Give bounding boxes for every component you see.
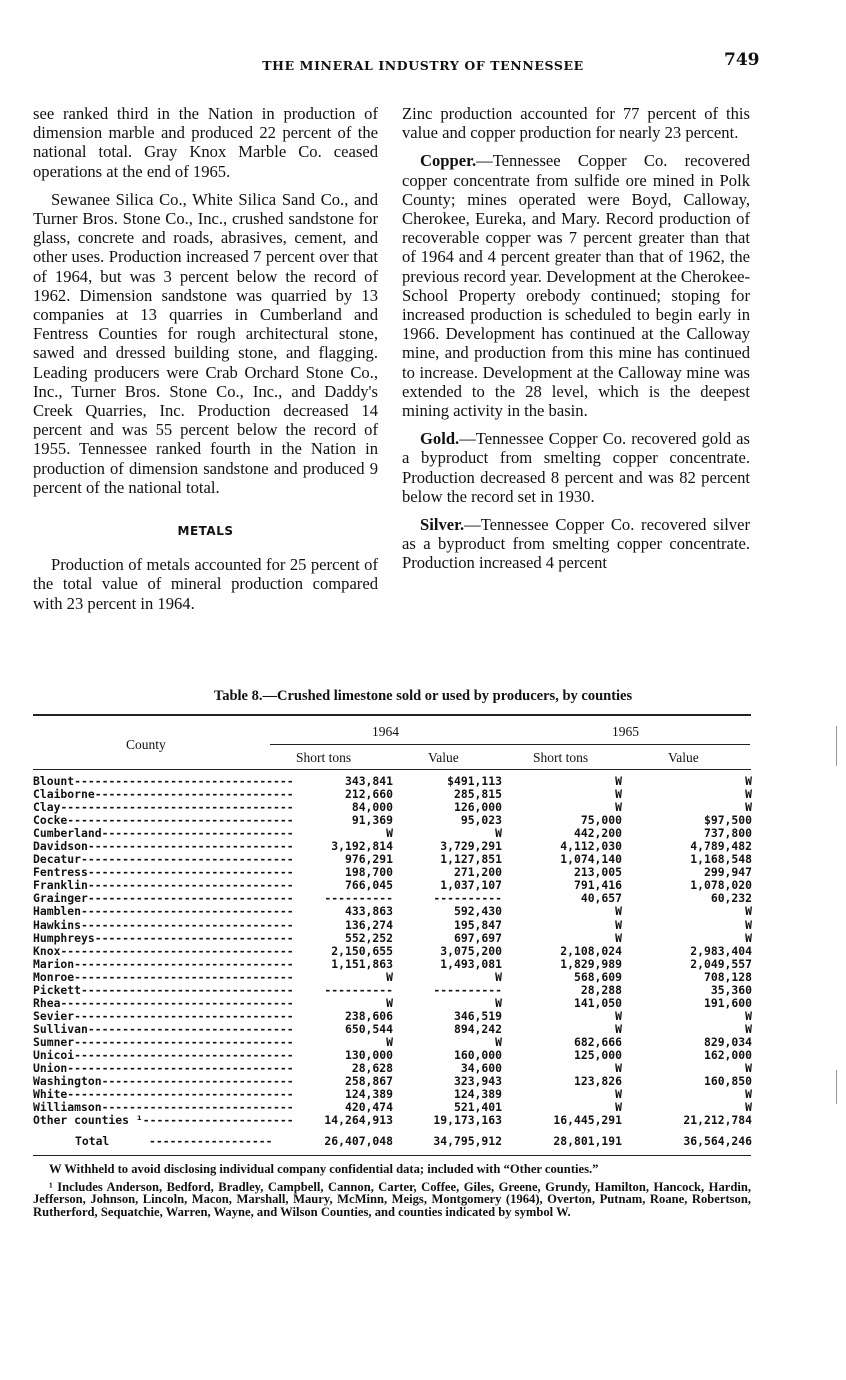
section-heading-metals: METALS <box>177 524 234 539</box>
copper-paragraph <box>402 151 750 420</box>
leader-dots: --------------------------------- <box>67 1087 294 1102</box>
leader-dots: ------------------------------- <box>81 904 294 919</box>
tons-1965: 141,050 <box>573 995 622 1010</box>
gold-run-in-head: Gold. <box>420 429 460 449</box>
leader-dots: --------------------------------- <box>67 1061 294 1076</box>
silver-text: —Tennessee Copper Co. recovered silver as a byproduct from smelting copper concentrate. Production increased 4 percent <box>402 515 750 573</box>
table-top-rule <box>33 714 751 716</box>
tons-1964: 84,000 <box>351 800 393 815</box>
header-county: County <box>126 737 166 752</box>
county-name: Monroe <box>33 969 75 984</box>
value-1964: 323,943 <box>453 1074 502 1089</box>
total-tons-1964: 26,407,048 <box>324 1134 393 1148</box>
value-1965: 299,947 <box>703 865 752 880</box>
tons-1965: 4,112,030 <box>560 839 622 854</box>
county-name: Other counties ¹ <box>33 1113 143 1128</box>
value-1964: 894,242 <box>453 1021 502 1036</box>
gold-paragraph <box>402 429 750 506</box>
county-name: Rhea <box>33 995 61 1010</box>
left-paragraph-2: Sewanee Silica Co., White Silica Sand Co., and Turner Bros. Stone Co., Inc., crushed sandstone for glass, concrete and roads, abrasives, cement, and other uses. Production increased 7 percent over that of 1964, but was 3 percent below the record of 1962. Dimension sandstone was quarried by 13 companies at 13 quarries in Cumberland and Fentress Counties for rough architectural stone, sawed and dressed building stone, and flagging. Leading producers were Crab Orchard Stone Co., Inc., Turner Bros. Stone Co., Inc., and Daddy's Creek Quarries, Inc. Production decreased 14 percent and was 55 percent below the record of 1955. Tennessee ranked fourth in the Nation in production of dimension sandstone and produced 9 percent of the national total. <box>33 189 378 497</box>
county-name: Decatur <box>33 852 82 867</box>
tons-1964: W <box>386 969 393 984</box>
county-name: White <box>33 1087 68 1102</box>
leader-dots: ---------------------------------- <box>60 800 294 815</box>
table-row <box>33 1023 753 1036</box>
value-1965: 35,360 <box>710 982 752 997</box>
leader-dots: ---------------------------------- <box>60 943 294 958</box>
tons-1964: 343,841 <box>344 774 393 788</box>
value-1964: 34,600 <box>460 1061 502 1076</box>
tons-1964: 2,150,655 <box>331 943 393 958</box>
leader-dots: ------------------------------ <box>87 839 294 854</box>
value-1965: W <box>745 1087 752 1102</box>
county-name: Blount <box>33 774 75 788</box>
value-1965: 1,078,020 <box>690 878 752 893</box>
tons-1964: 1,151,863 <box>331 956 393 971</box>
table-row <box>33 984 753 997</box>
tons-1965: W <box>615 1100 622 1115</box>
tons-1965: W <box>615 787 622 802</box>
tons-1965: W <box>615 1008 622 1023</box>
tons-1964: 420,474 <box>344 1100 393 1115</box>
total-label: Total <box>75 1134 110 1148</box>
left-column <box>33 104 378 613</box>
leader-dots: -------------------------------- <box>74 1008 294 1023</box>
value-1965: W <box>745 1021 752 1036</box>
total-tons-1965: 28,801,191 <box>553 1134 622 1148</box>
silver-paragraph <box>402 515 750 573</box>
tons-1965: 28,288 <box>580 982 622 997</box>
value-1965: W <box>745 1061 752 1076</box>
tons-1965: W <box>615 774 622 788</box>
tons-1964: 212,660 <box>344 787 393 802</box>
value-1964: 592,430 <box>453 904 502 919</box>
table-caption: Table 8.—Crushed limestone sold or used by producers, by counties <box>213 688 633 704</box>
tons-1965: 568,609 <box>573 969 622 984</box>
value-1965: W <box>745 1100 752 1115</box>
header-year-1965: 1965 <box>612 724 639 739</box>
value-1964: W <box>495 826 502 841</box>
value-1965: W <box>745 800 752 815</box>
table-row <box>33 945 753 958</box>
total-value-1964: 34,795,912 <box>433 1134 502 1148</box>
tons-1965: 123,826 <box>573 1074 622 1089</box>
value-1964: 285,815 <box>453 787 502 802</box>
total-row <box>33 1134 753 1148</box>
leader-dots: -------------------------------- <box>74 969 294 984</box>
county-name: Union <box>33 1061 68 1076</box>
year-underline-rule <box>270 744 750 745</box>
tons-1964: 124,389 <box>344 1087 393 1102</box>
value-1965: 829,034 <box>703 1034 752 1049</box>
value-1965: 191,600 <box>703 995 752 1010</box>
county-name: Cocke <box>33 813 68 828</box>
tons-1965: W <box>615 1087 622 1102</box>
table-bottom-rule <box>33 1155 751 1156</box>
tons-1964: 130,000 <box>344 1047 393 1062</box>
footnote-w: W Withheld to avoid disclosing individual company confidential data; included with “Other counties.” <box>49 1162 599 1176</box>
tons-1964: 3,192,814 <box>331 839 393 854</box>
leader-dots: ------------------------------ <box>87 878 294 893</box>
tons-1965: W <box>615 930 622 945</box>
left-paragraph-1: see ranked third in the Nation in production of dimension marble and produced 22 percent of the national total. Gray Knox Marble Co. ceased operations at the end of 1965. <box>33 104 378 181</box>
leader-dots: ------------------------------ <box>87 891 294 906</box>
tons-1964: 766,045 <box>344 878 393 893</box>
value-1965: W <box>745 787 752 802</box>
county-name: Williamson <box>33 1100 102 1115</box>
county-name: Knox <box>33 943 61 958</box>
county-name: Franklin <box>33 878 88 893</box>
header-year-1964: 1964 <box>372 724 399 739</box>
tons-1965: 791,416 <box>573 878 622 893</box>
footnote-1: ¹ Includes Anderson, Bedford, Bradley, Campbell, Cannon, Carter, Coffee, Giles, Greene, Grundy, Hamilton, Hancock, Hardin, Jefferson, Johnson, Lincoln, Macon, Marshall, Maury, McMinn, Meigs, Montgomery (1964), Overton, Putnam, Roane, Robertson, Rutherford, Sequatchie, Warren, Wayne, and Wilson Counties, and counties indicated by symbol W. <box>33 1180 751 1219</box>
value-1965: W <box>745 930 752 945</box>
leader-dots: ------------------------------ <box>87 1021 294 1036</box>
leader-dots: -------------------------------- <box>74 1034 294 1049</box>
county-name: Sumner <box>33 1034 75 1049</box>
tons-1964: 28,628 <box>351 1061 393 1076</box>
page-number: 749 <box>724 50 760 70</box>
value-1965: 2,983,404 <box>690 943 752 958</box>
table-row <box>33 958 753 971</box>
leader-dots: ----------------------------- <box>94 787 294 802</box>
county-name: Washington <box>33 1074 102 1089</box>
tons-1964: 976,291 <box>344 852 393 867</box>
leader-dots: -------------------------------- <box>74 1047 294 1062</box>
county-name: Marion <box>33 956 75 971</box>
county-name: Hamblen <box>33 904 82 919</box>
value-1965: 1,168,548 <box>690 852 752 867</box>
county-name: Cumberland <box>33 826 102 841</box>
tons-1965: 682,666 <box>573 1034 622 1049</box>
leader-dots: ---------------------------- <box>101 1074 294 1089</box>
running-header-title: THE MINERAL INDUSTRY OF TENNESSEE <box>262 58 584 73</box>
county-name: Sullivan <box>33 1021 88 1036</box>
value-1965: W <box>745 1008 752 1023</box>
tons-1964: ---------- <box>324 982 393 997</box>
tons-1965: W <box>615 800 622 815</box>
table-row <box>33 905 753 918</box>
value-1964: 1,127,851 <box>440 852 502 867</box>
tons-1964: ---------- <box>324 891 393 906</box>
leader-dots: ------------------------------- <box>81 982 294 997</box>
tons-1964: 433,863 <box>344 904 393 919</box>
tons-1964: 91,369 <box>351 813 393 828</box>
county-name: Sevier <box>33 1008 75 1023</box>
value-1964: 126,000 <box>453 800 502 815</box>
scan-edge-mark-lower <box>836 1070 837 1104</box>
tons-1965: 125,000 <box>573 1047 622 1062</box>
scan-edge-mark <box>836 726 837 766</box>
tons-1965: 1,829,989 <box>560 956 622 971</box>
left-paragraph-3: Production of metals accounted for 25 percent of the total value of mineral production compared with 23 percent in 1964. <box>33 555 378 613</box>
tons-1965: 442,200 <box>573 826 622 841</box>
value-1965: W <box>745 917 752 932</box>
value-1965: 708,128 <box>703 969 752 984</box>
table-row <box>33 932 753 945</box>
value-1964: ---------- <box>433 982 502 997</box>
county-name: Claiborne <box>33 787 95 802</box>
value-1964: 697,697 <box>453 930 502 945</box>
tons-1965: 40,657 <box>580 891 622 906</box>
tons-1965: W <box>615 1061 622 1076</box>
copper-run-in-head: Copper. <box>420 151 477 171</box>
county-name: Davidson <box>33 839 88 854</box>
leader-dots: ------------------------------- <box>81 917 294 932</box>
tons-1965: 75,000 <box>580 813 622 828</box>
header-value-1964: Value <box>428 750 459 765</box>
value-1964: 3,075,200 <box>440 943 502 958</box>
value-1964: 95,023 <box>460 813 502 828</box>
tons-1965: W <box>615 917 622 932</box>
header-short-tons-1965: Short tons <box>533 750 589 765</box>
county-name: Humphreys <box>33 930 95 945</box>
gold-text: —Tennessee Copper Co. recovered gold as a byproduct from smelting copper concentrate. Production decreased 8 percent and was 82 percent below the record set in 1930. <box>402 429 750 506</box>
total-leader: ------------------ <box>149 1134 273 1148</box>
value-1964: 19,173,163 <box>433 1113 502 1128</box>
value-1964: 124,389 <box>453 1087 502 1102</box>
value-1965: 60,232 <box>710 891 752 906</box>
tons-1965: 1,074,140 <box>560 852 622 867</box>
tons-1965: 213,005 <box>573 865 622 880</box>
county-name: Fentress <box>33 865 88 880</box>
value-1965: 2,049,557 <box>690 956 752 971</box>
tons-1964: W <box>386 995 393 1010</box>
header-bottom-rule <box>33 769 751 770</box>
silver-run-in-head: Silver. <box>420 515 465 535</box>
value-1965: 160,850 <box>703 1074 752 1089</box>
value-1964: $491,113 <box>447 774 502 788</box>
value-1964: W <box>495 1034 502 1049</box>
leader-dots: --------------------------------- <box>67 813 294 828</box>
value-1964: 271,200 <box>453 865 502 880</box>
value-1964: W <box>495 969 502 984</box>
table-row <box>33 919 753 932</box>
header-short-tons-1964: Short tons <box>296 750 352 765</box>
leader-dots: ----------------------------- <box>94 930 294 945</box>
tons-1964: 258,867 <box>344 1074 393 1089</box>
county-name: Unicoi <box>33 1047 75 1062</box>
leader-dots: ---------------------- <box>142 1113 294 1128</box>
leader-dots: ---------------------------- <box>101 826 294 841</box>
value-1964: ---------- <box>433 891 502 906</box>
tons-1964: 14,264,913 <box>324 1113 393 1128</box>
value-1965: 162,000 <box>703 1047 752 1062</box>
right-paragraph-1: Zinc production accounted for 77 percent of this value and copper production for nearly 23 percent. <box>402 104 750 143</box>
table-body <box>33 775 753 1127</box>
tons-1964: 552,252 <box>344 930 393 945</box>
value-1965: 21,212,784 <box>683 1113 752 1128</box>
value-1965: W <box>745 904 752 919</box>
leader-dots: -------------------------------- <box>74 774 294 788</box>
value-1965: $97,500 <box>703 813 752 828</box>
tons-1964: 650,544 <box>344 1021 393 1036</box>
county-name: Hawkins <box>33 917 82 932</box>
tons-1964: 198,700 <box>344 865 393 880</box>
county-name: Clay <box>33 800 61 815</box>
value-1965: 4,789,482 <box>690 839 752 854</box>
value-1964: 160,000 <box>453 1047 502 1062</box>
tons-1964: 238,606 <box>344 1008 393 1023</box>
value-1964: 1,493,081 <box>440 956 502 971</box>
copper-text: —Tennessee Copper Co. recovered copper concentrate from sulfide ore mined in Polk County; mines operated were Boyd, Calloway, Cherokee, Eureka, and Mary. Record production of recoverable copper was 7 percent greater than that of 1964 and 4 percent greater than that of 1962, the previous record year. Development at the Cherokee-School Property orebody continued; stoping for increased production is scheduled to begin early in 1966. Development has continued at the Calloway mine, and production from this mine has continued to increase. Development at the Calloway mine was extended to the 28 level, which is the deepest mining activity in the basin. <box>402 151 750 421</box>
tons-1964: 136,274 <box>344 917 393 932</box>
value-1964: W <box>495 995 502 1010</box>
table-row <box>33 1114 753 1127</box>
tons-1964: W <box>386 1034 393 1049</box>
table-row <box>33 997 753 1010</box>
header-value-1965: Value <box>668 750 699 765</box>
leader-dots: ------------------------------ <box>87 865 294 880</box>
tons-1964: W <box>386 826 393 841</box>
tons-1965: W <box>615 1021 622 1036</box>
value-1964: 3,729,291 <box>440 839 502 854</box>
tons-1965: 16,445,291 <box>553 1113 622 1128</box>
value-1964: 195,847 <box>453 917 502 932</box>
value-1965: W <box>745 774 752 788</box>
tons-1965: W <box>615 904 622 919</box>
table-row <box>33 1010 753 1023</box>
table-row <box>33 971 753 984</box>
tons-1965: 2,108,024 <box>560 943 622 958</box>
leader-dots: ------------------------------- <box>81 852 294 867</box>
value-1964: 521,401 <box>453 1100 502 1115</box>
value-1965: 737,800 <box>703 826 752 841</box>
right-column <box>402 104 750 573</box>
county-name: Grainger <box>33 891 88 906</box>
leader-dots: ---------------------------- <box>101 1100 294 1115</box>
total-value-1965: 36,564,246 <box>683 1134 752 1148</box>
value-1964: 346,519 <box>453 1008 502 1023</box>
leader-dots: ---------------------------------- <box>60 995 294 1010</box>
county-name: Pickett <box>33 982 82 997</box>
value-1964: 1,037,107 <box>440 878 502 893</box>
leader-dots: -------------------------------- <box>74 956 294 971</box>
